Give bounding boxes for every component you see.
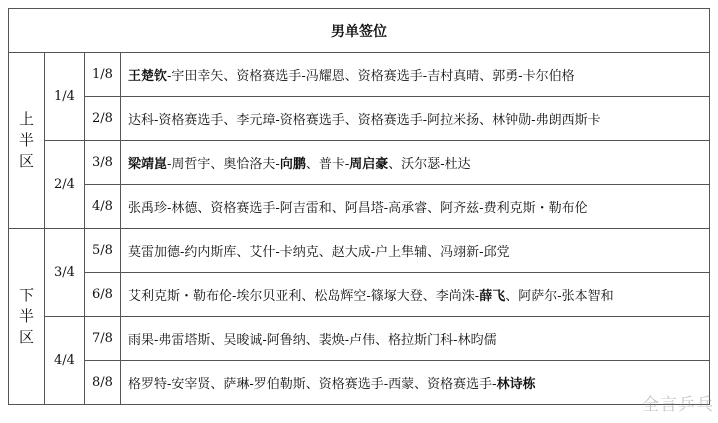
eighth-label: 4/8 bbox=[85, 185, 121, 229]
draw-text: 格罗特-安宰贤、萨琳-罗伯勒斯、资格赛选手-西蒙、资格赛选手- bbox=[128, 377, 497, 392]
draw-entry bbox=[121, 229, 710, 273]
draw-text: 艾利克斯・勒布伦-埃尔贝亚利、松岛辉空-篠塚大登、李尚洙- bbox=[128, 289, 480, 304]
highlighted-player: 周启豪 bbox=[349, 157, 389, 172]
quarter-label: 1/4 bbox=[45, 53, 85, 141]
half-char: 上 bbox=[18, 110, 34, 128]
lower-half-label bbox=[9, 229, 45, 405]
highlighted-player: 向鹏 bbox=[279, 157, 306, 172]
table-row bbox=[9, 97, 710, 141]
draw-entry bbox=[121, 317, 710, 361]
draw-entry bbox=[121, 141, 710, 185]
highlighted-player: 梁靖崑 bbox=[128, 157, 168, 172]
eighth-label: 5/8 bbox=[85, 229, 121, 273]
highlighted-player: 薛飞 bbox=[479, 289, 506, 304]
table-row bbox=[9, 53, 710, 97]
eighth-label: 2/8 bbox=[85, 97, 121, 141]
eighth-label: 1/8 bbox=[85, 53, 121, 97]
draw-text: 、普卡- bbox=[305, 157, 350, 172]
half-char: 下 bbox=[18, 286, 34, 304]
table-row bbox=[9, 361, 710, 405]
table-row bbox=[9, 141, 710, 185]
draw-text: -宇田幸矢、资格赛选手-冯耀恩、资格赛选手-吉村真晴、郭勇-卡尔伯格 bbox=[167, 69, 575, 84]
upper-half-label bbox=[9, 53, 45, 229]
highlighted-player: 王楚钦 bbox=[128, 69, 168, 84]
draw-text: 达科-资格赛选手、李元璋-资格赛选手、资格赛选手-阿拉米扬、林钟勋-弗朗西斯卡 bbox=[128, 113, 601, 128]
draw-text: 雨果-弗雷塔斯、吴晙诚-阿鲁纳、裴焕-卢伟、格拉斯门科-林昀儒 bbox=[128, 333, 497, 348]
draw-text: 、沃尔瑟-杜达 bbox=[388, 157, 471, 172]
quarter-label: 4/4 bbox=[45, 317, 85, 405]
draw-entry bbox=[121, 53, 710, 97]
half-char: 半 bbox=[18, 307, 34, 325]
draw-entry bbox=[121, 361, 710, 405]
draw-text: 莫雷加德-约内斯库、艾什-卡纳克、赵大成-户上隼辅、冯翊新-邱党 bbox=[128, 245, 510, 260]
table-title: 男单签位 bbox=[9, 9, 710, 53]
eighth-label: 6/8 bbox=[85, 273, 121, 317]
quarter-label: 3/4 bbox=[45, 229, 85, 317]
table-row bbox=[9, 317, 710, 361]
highlighted-player: 林诗栋 bbox=[496, 377, 536, 392]
half-char: 半 bbox=[18, 131, 34, 149]
draw-entry bbox=[121, 273, 710, 317]
draw-entry bbox=[121, 97, 710, 141]
draw-text: 张禹珍-林德、资格赛选手-阿吉雷和、阿昌塔-高承睿、阿齐兹-费利克斯・勒布伦 bbox=[128, 201, 588, 216]
half-char: 区 bbox=[18, 328, 34, 346]
draw-text: -周哲宇、奥恰洛夫- bbox=[167, 157, 280, 172]
draw-entry bbox=[121, 185, 710, 229]
eighth-label: 3/8 bbox=[85, 141, 121, 185]
half-char: 区 bbox=[18, 152, 34, 170]
title-row bbox=[9, 9, 710, 53]
table-row bbox=[9, 229, 710, 273]
draw-text: 、阿萨尔-张本智和 bbox=[505, 289, 614, 304]
table-row bbox=[9, 185, 710, 229]
quarter-label: 2/4 bbox=[45, 141, 85, 229]
watermark-logo: 全言乒乓 bbox=[642, 395, 714, 415]
draw-table bbox=[8, 8, 710, 405]
eighth-label: 7/8 bbox=[85, 317, 121, 361]
table-row bbox=[9, 273, 710, 317]
eighth-label: 8/8 bbox=[85, 361, 121, 405]
